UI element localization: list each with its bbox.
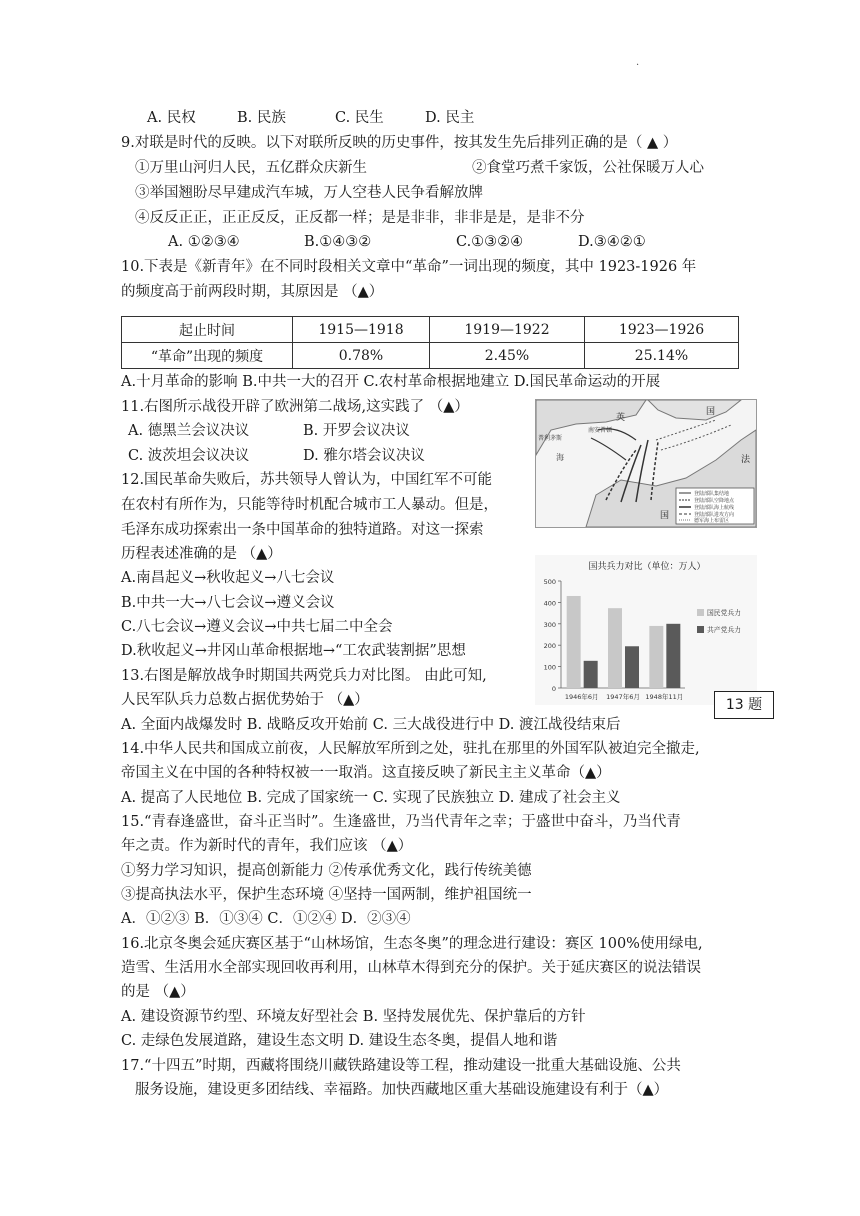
table-row (122, 343, 739, 369)
force-comparison-svg (535, 555, 757, 705)
q17-stem-1: 17.“十四五”时期，西藏将围绕川藏铁路建设等工程，推动建设一批重大基础设施、公共 (121, 1058, 681, 1074)
q11-option-c: C. 波茨坦会议决议 (128, 448, 250, 464)
bar-kmt (649, 626, 663, 688)
q11-options-row-2 (128, 446, 425, 466)
q17-stem-2: 服务设施，建设更多团结线、幸福路。加快西藏地区重大基础设施建设有利于（▲） (135, 1082, 669, 1098)
normandy-landing-map (535, 399, 757, 528)
legend-swatch (697, 609, 704, 616)
legend-entry: 国民党兵力 (707, 609, 741, 617)
q14-options: A. 提高了人民地位 B. 完成了国家统一 C. 实现了民族独立 D. 建成了社会主义 (121, 790, 621, 806)
q16-options-ab: A. 建设资源节约型、环境友好型社会 B. 坚持发展优先、保护靠后的方针 (121, 1009, 586, 1025)
q11-options-row-1 (128, 421, 410, 441)
map-legend-3: 登陆部队海上航线 (694, 505, 735, 511)
q12-stem-1: 12.国民革命失败后，苏共领导人曾认为，中国红军不可能 (121, 472, 493, 488)
q12-stem-2: 在农村有所作为，只能等待时机配合城市工人暴动。但是， (121, 497, 498, 513)
q8-option-a: A. 民权 (147, 110, 196, 126)
map-label-uk-2: 国 (706, 407, 716, 417)
q12-option-a: A.南昌起义→秋收起义→八七会议 (121, 570, 335, 586)
legend-swatch (697, 626, 704, 633)
q10-frequency-table (121, 316, 739, 369)
page-mark: · (636, 60, 640, 71)
x-tick-label: 1946年6月 (564, 693, 599, 701)
map-legend-4: 登陆部队进攻方向 (694, 512, 735, 518)
map-legend-5: 德军海上布雷区 (694, 518, 730, 524)
x-tick-label: 1947年6月 (606, 693, 640, 701)
q11-option-a: A. 德黑兰会议决议 (128, 423, 250, 439)
bar-cpc (666, 624, 680, 688)
y-tick-label: 100 (543, 663, 556, 672)
map-label-base: 南安普顿 (588, 427, 613, 434)
table-cell: “革命”出现的频度 (122, 343, 293, 369)
table-cell: 1919—1922 (430, 317, 585, 343)
q10-stem-2: 的频度高于前两段时期，其原因是 （▲） (121, 284, 384, 300)
q11-option-d: D. 雅尔塔会议决议 (303, 448, 425, 464)
q16-stem-2: 造雪、生活用水全部实现回收再利用，山林草木得到充分的保护。关于延庆赛区的说法错误 (121, 960, 701, 976)
q10-options: A.十月革命的影响 B.中共一大的召开 C.农村革命根据地建立 D.国民革命运动的开展 (121, 374, 661, 390)
q13-stem-1: 13.右图是解放战争时期国共两党兵力对比图。 由此可知, (121, 668, 487, 684)
table-cell: 1923—1926 (585, 317, 739, 343)
q12-stem-4: 历程表述准确的是 （▲） (121, 546, 282, 562)
q13-options: A. 全面内战爆发时 B. 战略反攻开始前 C. 三大战役进行中 D. 渡江战役结束后 (121, 717, 621, 733)
q9-option-d: D.③④②① (578, 234, 646, 250)
q12-option-b: B.中共一大→八七会议→遵义会议 (121, 595, 335, 611)
legend-entry: 共产党兵力 (707, 626, 741, 634)
q9-option-a: A. ①②③④ (168, 234, 240, 250)
table-cell: 1915—1918 (293, 317, 430, 343)
map-legend-1: 登陆部队集结地 (694, 491, 730, 497)
q9-option-b: B.①④③② (304, 234, 372, 250)
q14-stem-1: 14.中华人民共和国成立前夜，人民解放军所到之处，驻扎在那里的外国军队被迫完全撤走, (121, 741, 700, 757)
y-tick-label: 200 (543, 642, 556, 651)
x-tick-label: 1948年11月 (645, 693, 684, 701)
q9-couplet-1: ①万里山河归人民，五亿群众庆新生 (135, 160, 367, 176)
map-label-france-1: 法 (741, 455, 751, 465)
q15-stem-1: 15.“青春逢盛世，奋斗正当时”。生逢盛世，乃当代青年之幸；于盛世中奋斗，乃当代青 (121, 814, 681, 830)
q15-choices-1: ①努力学习知识，提高创新能力 ②传承优秀文化，践行传统美德 (121, 863, 532, 879)
q8-options (147, 108, 474, 128)
q9-stem: 9.对联是时代的反映。以下对联所反映的历史事件，按其发生先后排列正确的是（ ▲ ） (121, 135, 678, 151)
table-cell: 起止时间 (122, 317, 293, 343)
y-tick-label: 400 (543, 599, 556, 608)
q11-stem: 11.右图所示战役开辟了欧洲第二战场,这实践了 （▲） (121, 399, 469, 415)
map-label-port: 普利茅斯 (538, 435, 563, 442)
q12-stem-3: 毛泽东成功探索出一条中国革命的独特道路。对这一探索 (121, 522, 484, 538)
force-comparison-chart (535, 555, 757, 705)
q8-option-d: D. 民主 (425, 110, 475, 126)
q16-options-cd: C. 走绿色发展道路，建设生态文明 D. 建设生态冬奥，提倡人地和谐 (121, 1033, 558, 1049)
table-cell: 25.14% (585, 343, 739, 369)
bar-kmt (567, 596, 581, 688)
q16-stem-1: 16.北京冬奥会延庆赛区基于“山林场馆，生态冬奥”的理念进行建设：赛区 100%使用绿电, (121, 936, 703, 952)
q15-stem-2: 年之责。作为新时代的青年，我们应该 （▲） (121, 838, 413, 854)
y-tick-label: 500 (543, 578, 556, 586)
q14-stem-2: 帝国主义在中国的各种特权被一一取消。这直接反映了新民主主义革命（▲） (121, 765, 611, 781)
table-row (122, 317, 739, 343)
map-label-uk-1: 英 (616, 413, 626, 423)
q9-option-c: C.①③②④ (456, 234, 524, 250)
q9-couplet-2: ②食堂巧煮千家饭，公社保暖万人心 (472, 160, 704, 176)
q11-option-b: B. 开罗会议决议 (303, 423, 410, 439)
chart-title: 国共兵力对比（单位：万人） (588, 562, 706, 572)
y-tick-label: 0 (551, 685, 556, 693)
q9-couplet-3: ③举国翘盼尽早建成汽车城，万人空巷人民争看解放牌 (135, 185, 483, 201)
q15-choices-2: ③提高执法水平，保护生态环境 ④坚持一国两制，维护祖国统一 (121, 887, 532, 903)
q15-options: A．①②③ B．①③④ C．①②④ D．②③④ (121, 911, 411, 927)
q9-options (168, 232, 646, 252)
bar-cpc (584, 661, 598, 688)
map-label-france-2: 国 (660, 511, 670, 521)
map-legend-2: 登陆部队空降地点 (694, 498, 735, 504)
q9-couplet-4: ④反反正正，正正反反，正反都一样；是是非非，非非是是，是非不分 (135, 210, 585, 226)
bar-cpc (625, 646, 639, 688)
map-label-sea: 海 (556, 453, 564, 462)
bar-kmt (608, 608, 622, 688)
q12-option-c: C.八七会议→遵义会议→中共七届二中全会 (121, 619, 393, 635)
q12-option-d: D.秋收起义→井冈山革命根据地→“工农武装割据”思想 (121, 643, 466, 659)
y-tick-label: 300 (543, 620, 556, 629)
table-cell: 0.78% (293, 343, 430, 369)
q8-option-c: C. 民生 (335, 110, 384, 126)
q8-option-b: B. 民族 (237, 110, 286, 126)
table-cell: 2.45% (430, 343, 585, 369)
q10-stem-1: 10.下表是《新青年》在不同时段相关文章中“革命”一词出现的频度，其中 1923-1926 年 (121, 259, 697, 275)
q13-stem-2: 人民军队兵力总数占据优势始于 （▲） (121, 692, 369, 708)
q16-stem-3: 的是 （▲） (121, 984, 195, 1000)
q13-figure-badge: 13 题 (714, 691, 774, 719)
